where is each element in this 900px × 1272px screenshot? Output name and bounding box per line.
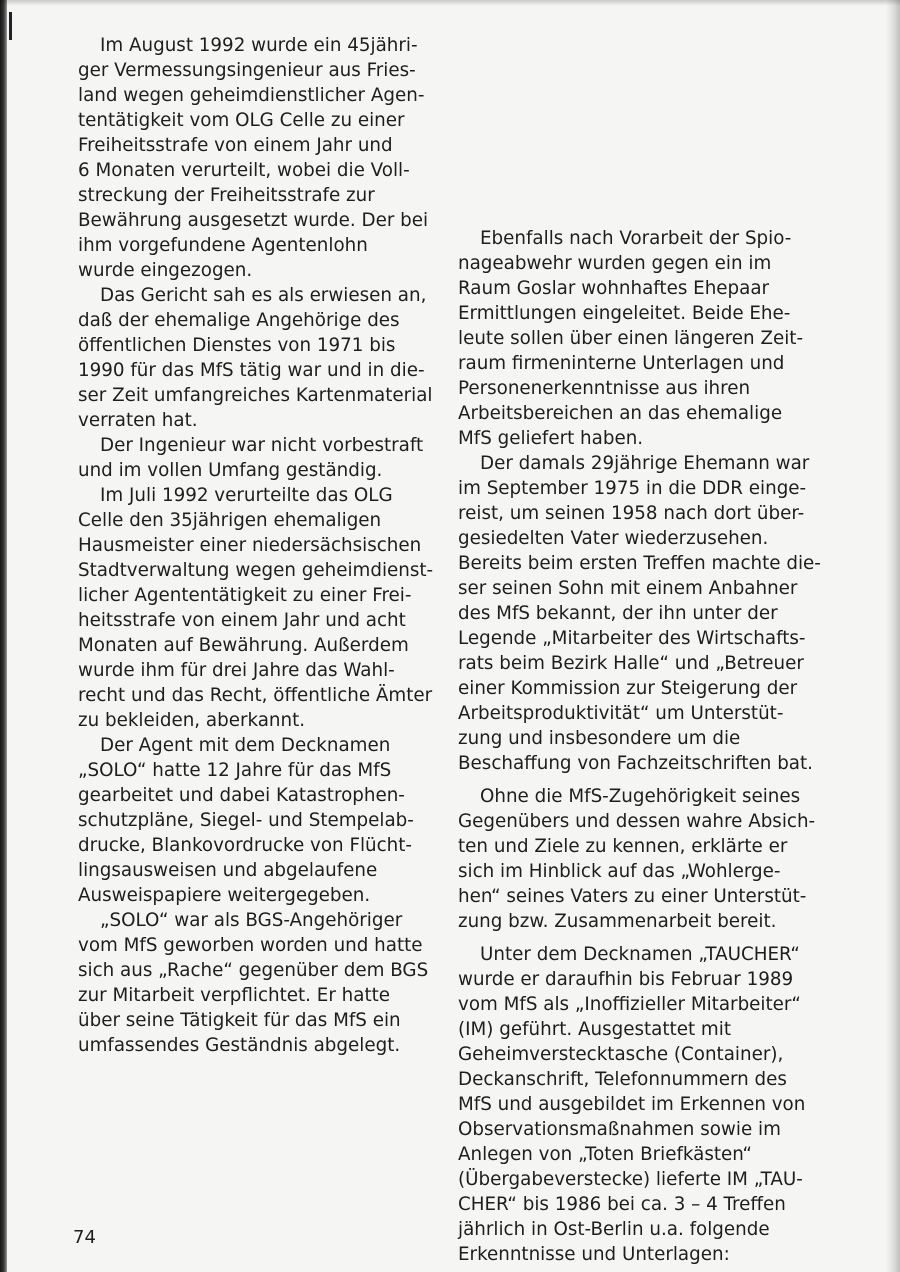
text-line: 6 Monaten verurteilt, wobei die Voll- [78,160,410,181]
text-line: CHER“ bis 1986 bei ca. 3 – 4 Treffen [458,1194,786,1215]
text-line: sich im Hinblick auf das „Wohlerge- [458,861,781,882]
text-line: (IM) geführt. Ausgestattet mit [458,1019,731,1040]
text-line: reist, um seinen 1958 nach dort über- [458,503,805,524]
text-line: „SOLO“ hatte 12 Jahre für das MfS [78,760,392,781]
text-line: Monaten auf Bewährung. Außerdem [78,635,409,656]
text-line: Erkenntnisse und Unterlagen: [458,1244,730,1265]
text-line: Der Agent mit dem Decknamen [100,735,391,756]
text-line: Ebenfalls nach Vorarbeit der Spio- [480,228,792,249]
text-line: des MfS bekannt, der ihn unter der [458,603,778,624]
text-line: zung und insbesondere um die [458,728,741,749]
text-line: Ohne die MfS-Zugehörigkeit seines [480,786,801,807]
text-line: lingsausweisen und abgelaufene [78,860,378,881]
text-line: 1990 für das MfS tätig war und in die- [78,360,425,381]
page-right-edge-shadow [886,0,900,1272]
text-line: Hausmeister einer niedersächsischen [78,535,422,556]
text-line: Bereits beim ersten Treffen machte die- [458,553,821,574]
text-line: vom MfS geworben worden und hatte [78,935,423,956]
text-line: drucke, Blankovordrucke von Flücht- [78,835,413,856]
text-line: Stadtverwaltung wegen geheimdienst- [78,560,434,581]
left-text-column [78,33,443,1058]
text-line: im September 1975 in die DDR einge- [458,478,807,499]
text-line: Arbeitsbereichen an das ehemalige [458,403,783,424]
text-line: „SOLO“ war als BGS-Angehöriger [100,910,403,931]
text-line: raum firmeninterne Unterlagen und [458,353,785,374]
text-line: streckung der Freiheitsstrafe zur [78,185,375,206]
page-number: 74 [73,1227,96,1248]
text-line: Anlegen von „Toten Briefkästen“ [458,1144,753,1165]
text-line: recht und das Recht, öffentliche Ämter [78,685,433,706]
text-line: Im August 1992 wurde ein 45jähri- [100,35,418,56]
text-line: licher Agententätigkeit zu einer Frei- [78,585,412,606]
text-line: nageabwehr wurden gegen ein im [458,253,772,274]
text-line: ser Zeit umfangreiches Kartenmaterial [78,385,433,406]
text-line: jährlich in Ost-Berlin u.a. folgende [458,1219,770,1240]
text-line: öffentlichen Dienstes von 1971 bis [78,335,396,356]
text-line: Das Gericht sah es als erwiesen an, [100,285,427,306]
text-line: Bewährung ausgesetzt wurde. Der bei [78,210,429,231]
text-line: heitsstrafe von einem Jahr und acht [78,610,406,631]
text-line: schutzpläne, Siegel- und Stempelab- [78,810,414,831]
book-spine-shadow [0,0,7,1272]
text-line: Arbeitsproduktivität“ um Unterstüt- [458,703,784,724]
text-line: tentätigkeit vom OLG Celle zu einer [78,110,405,131]
binding-mark [9,12,12,40]
text-line: Ermittlungen eingeleitet. Beide Ehe- [458,303,791,324]
text-line: gearbeitet und dabei Katastrophen- [78,785,405,806]
text-line: Gegenübers und dessen wahre Absich- [458,811,816,832]
text-line: gesiedelten Vater wiederzusehen. [458,528,769,549]
text-line: Personenerkenntnisse aus ihren [458,378,751,399]
text-line: und im vollen Umfang geständig. [78,460,383,481]
text-line: Freiheitsstrafe von einem Jahr und [78,135,393,156]
text-line: sich aus „Rache“ gegenüber dem BGS [78,960,429,981]
text-line: wurde eingezogen. [78,260,253,281]
text-line: ihm vorgefundene Agentenlohn [78,235,368,256]
text-line: land wegen geheimdienstlicher Agen- [78,85,425,106]
text-line: Deckanschrift, Telefonnummern des [458,1069,787,1090]
page-top-edge [0,0,900,6]
text-line: wurde ihm für drei Jahre das Wahl- [78,660,395,681]
right-text-column [458,226,823,1267]
text-line: Unter dem Decknamen „TAUCHER“ [480,944,800,965]
text-line: MfS und ausgebildet im Erkennen von [458,1094,806,1115]
text-line: vom MfS als „Inoffizieller Mitarbeiter“ [458,994,801,1015]
text-line: Legende „Mitarbeiter des Wirtschafts- [458,628,806,649]
text-line: umfassendes Geständnis abgelegt. [78,1035,401,1056]
text-line: hen“ seines Vaters zu einer Unterstüt- [458,886,807,907]
text-line: wurde er daraufhin bis Februar 1989 [458,969,794,990]
text-line: zu bekleiden, aberkannt. [78,710,306,731]
text-line: ten und Ziele zu kennen, erklärte er [458,836,788,857]
text-line: ser seinen Sohn mit einem Anbahner [458,578,798,599]
text-line: Geheimverstecktasche (Container), [458,1044,784,1065]
text-line: rats beim Bezirk Halle“ und „Betreuer [458,653,804,674]
text-line: Der Ingenieur war nicht vorbestraft [100,435,424,456]
text-line: Raum Goslar wohnhaftes Ehepaar [458,278,770,299]
text-line: leute sollen über einen längeren Zeit- [458,328,804,349]
text-line: Celle den 35jährigen ehemaligen [78,510,382,531]
text-line: über seine Tätigkeit für das MfS ein [78,1010,401,1031]
text-line: (Übergabeverstecke) lieferte IM „TAU- [458,1169,803,1190]
text-line: zur Mitarbeit verpflichtet. Er hatte [78,985,391,1006]
text-line: ger Vermessungsingenieur aus Fries- [78,60,416,81]
text-line: Beschaffung von Fachzeitschriften bat. [458,753,813,774]
text-line: Der damals 29jährige Ehemann war [480,453,810,474]
text-line: einer Kommission zur Steigerung der [458,678,798,699]
text-line: verraten hat. [78,410,198,431]
text-line: Ausweispapiere weitergegeben. [78,885,371,906]
text-line: Observationsmaßnahmen sowie im [458,1119,781,1140]
text-line: Im Juli 1992 verurteilte das OLG [100,485,393,506]
text-line: MfS geliefert haben. [458,428,644,449]
text-line: zung bzw. Zusammenarbeit bereit. [458,911,777,932]
text-line: daß der ehemalige Angehörige des [78,310,400,331]
